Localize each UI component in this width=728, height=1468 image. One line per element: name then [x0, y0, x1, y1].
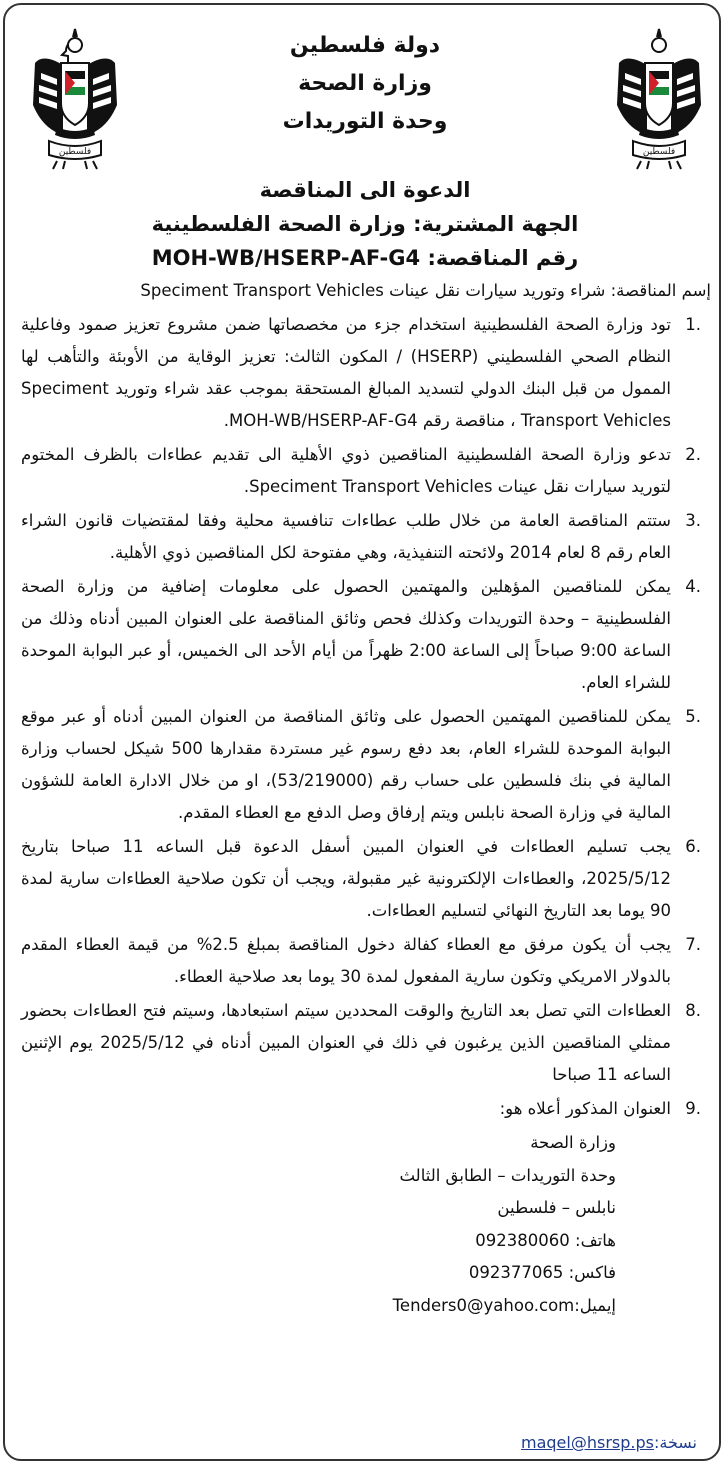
state-name: دولة فلسطين: [289, 33, 441, 58]
clause-text: يمكن للمناقصين المؤهلين والمهتمين الحصول على معلومات إضافية من وزارة الصحة الفلسطينية – وحدة التوريدات وكذلك فحص وثائق المناقصة على العنوان المبين أدناه وذلك من الساعة 9:00 صباحاً إلى الساعة 2:00 ظهراً من أيام الأحد الى الخميس، أو عبر البوابة الموحدة للشراء العام.: [21, 577, 672, 692]
address-ministry: وزارة الصحة: [530, 1133, 616, 1152]
invitation-title: الدعوة الى المناقصة: [259, 178, 471, 202]
clause-item: [21, 1093, 711, 1125]
address-email: [21, 1290, 616, 1323]
palestine-eagle-emblem-icon: [27, 23, 123, 173]
clause-text: يجب تسليم العطاءات في العنوان المبين أسفل الدعوة قبل الساعه 11 صباحا بتاريخ 2025/5/12، والعطاءات الإلكترونية غير مقبولة، ويجب أن تكون صلاحية العطاءات سارية لمدة 90 يوما بعد التاريخ النهائي لتسليم العطاءات.: [21, 837, 671, 920]
clause-number: .8: [685, 1001, 701, 1020]
clause-number: .4: [685, 577, 701, 596]
tender-number: MOH-WB/HSERP-AF-G4: [151, 246, 421, 270]
phone-label: هاتف:: [575, 1230, 616, 1250]
clause-text: تود وزارة الصحة الفلسطينية استخدام جزء من مخصصاتها ضمن مشروع تعزيز صمود وفاعلية النظام الصحي الفلسطيني (HSERP) / المكون الثالث: تعزيز الوقاية من الأوبئة والتأهب لها الممول من قبل البنك الدولي لتسديد المبالغ المستحقة بموجب عقد شراء وتوريد Speciment Transport Vehicles ، مناقصة رقم MOH-WB/HSERP-AF-G4.: [21, 315, 671, 430]
fax-label: فاكس:: [568, 1263, 616, 1282]
clause-number: .1: [685, 315, 701, 334]
address-fax: [21, 1257, 616, 1290]
phone-number: 092380060: [475, 1230, 570, 1250]
clause-text: العطاءات التي تصل بعد التاريخ والوقت المحددين سيتم استبعادها، وسيتم فتح العطاءات بحضور ممثلي المناقصين الذين يرغبون في ذلك في العنوان المبين أدناه في 2025/5/12 يوم الإثنين الساعه 11 صباحا: [21, 1001, 671, 1084]
clause-item: [21, 309, 711, 437]
clause-item: [21, 929, 711, 993]
clause-text: يمكن للمناقصين المهتمين الحصول على وثائق المناقصة من العنوان المبين أدناه أو عبر موقع البوابة الموحدة للشراء العام، بعد دفع رسوم غير مستردة مقدارها 500 شيكل لحساب وزارة المالية في بنك فلسطين على حساب رقم (53/219000)، او من خلال الادارة العامة للشؤون المالية في وزارة الصحة نابلس ويتم إرفاق وصل الدفع مع العطاء المقدم.: [21, 707, 671, 822]
clause-item: [21, 439, 711, 503]
address-city: نابلس – فلسطين: [497, 1198, 616, 1217]
tender-number-label: رقم المناقصة:: [427, 246, 579, 270]
announcement-frame: [3, 3, 721, 1461]
clause-item: [21, 701, 711, 829]
unit-name: وحدة التوريدات: [282, 109, 448, 134]
clause-number: .3: [685, 511, 701, 530]
clause-item: [21, 831, 711, 927]
clause-number: .6: [685, 837, 701, 856]
clause-number: .7: [685, 935, 701, 954]
ministry-name: وزارة الصحة: [298, 71, 432, 96]
copy-footer: [521, 1433, 697, 1452]
address-block: [21, 1127, 711, 1322]
clause-text: العنوان المذكور أعلاه هو:: [499, 1099, 671, 1118]
address-phone: [21, 1225, 616, 1258]
email-label: إيميل:: [574, 1295, 616, 1315]
tender-name: إسم المناقصة: شراء وتوريد سيارات نقل عينات Speciment Transport Vehicles: [140, 281, 711, 300]
tender-titles: [25, 173, 705, 275]
address-unit: وحدة التوريدات – الطابق الثالث: [399, 1165, 616, 1185]
letterhead: [165, 27, 565, 141]
tender-number-title: [25, 241, 705, 275]
clause-item: [21, 571, 711, 699]
clause-text: تدعو وزارة الصحة الفلسطينية المناقصين ذوي الأهلية الى تقديم عطاءات بالظرف المختوم لتوريد سيارات نقل عينات Speciment Transport Vehicles.: [21, 445, 671, 496]
copy-email-link[interactable]: maqel@hsrsp.ps: [521, 1433, 654, 1452]
fax-number: 092377065: [468, 1263, 564, 1282]
svg-text:فلسطين: فلسطين: [58, 147, 92, 157]
copy-label: نسخة:: [653, 1433, 697, 1452]
buyer-title: الجهة المشترية: وزارة الصحة الفلسطينية: [151, 212, 579, 236]
tender-clauses: [21, 309, 711, 1125]
svg-text:فلسطين: فلسطين: [642, 147, 676, 157]
email-address[interactable]: Tenders0@yahoo.com: [392, 1295, 575, 1315]
tender-body: [21, 275, 711, 1322]
clause-number: .5: [685, 707, 701, 726]
clause-text: ستتم المناقصة العامة من خلال طلب عطاءات تنافسية محلية وفقا لمقتضيات قانون الشراء العام رقم 8 لعام 2014 ولائحته التنفيذية، وهي مفتوحة لكل المناقصين ذوي الأهلية.: [21, 511, 671, 562]
clause-text: يجب أن يكون مرفق مع العطاء كفالة دخول المناقصة بمبلغ 2.5% من قيمة العطاء المقدم بالدولار الامريكي وتكون سارية المفعول لمدة 30 يوما بعد صلاحية العطاء.: [21, 935, 671, 986]
clause-item: [21, 995, 711, 1091]
clause-number: .2: [685, 445, 701, 464]
clause-number: .9: [685, 1099, 701, 1118]
clause-item: [21, 505, 711, 569]
palestine-eagle-emblem-icon: [611, 23, 707, 173]
